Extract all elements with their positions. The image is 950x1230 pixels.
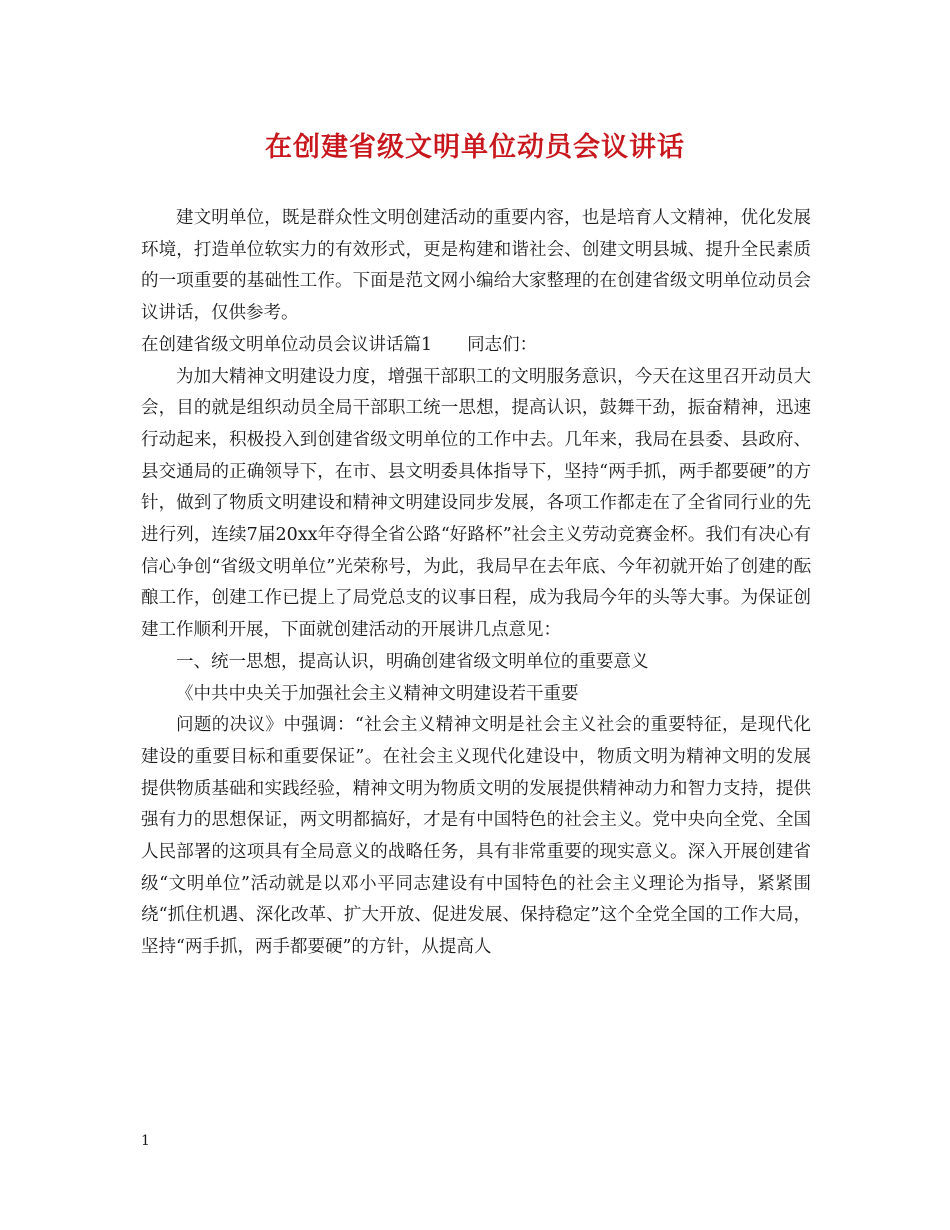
document-title: 在创建省级文明单位动员会议讲话	[265, 132, 685, 163]
section-heading: 一、统一思想，提高认识，明确创建省级文明单位的重要意义	[176, 651, 649, 672]
section-heading-line: 在创建省级文明单位动员会议讲话篇1 同志们：	[141, 334, 538, 355]
body-paragraph: 为加大精神文明建设力度，增强干部职工的文明服务意识，今天在这里召开动员大会，目的就是组织动员全局干部职工统一思想，提高认识，鼓舞干劲，振奋精神，迅速行动起来，积极投入到创建省级文明单位的工作中去。几年来，我局在县委、县政府、县交通局的正确领导下，在市、县文明委具体指导下，坚持“两手抓，两手都要硬”的方针，做到了物质文明建设和精神文明建设同步发展，各项工作都走在了全省同行业的先进行列，连续7届20xx年夺得全省公路“好路杯”社会主义劳动竞赛金杯。我们有决心有信心争创“省级文明单位”光荣称号，为此，我局早在去年底、今年初就开始了创建的酝酿工作，创建工作已提上了局党总支的议事日程，成为我局今年的头等大事。为保证创建工作顺利开展，下面就创建活动的开展讲几点意见：	[141, 366, 811, 641]
document-body	[141, 203, 811, 964]
page-number: 1	[141, 1133, 150, 1149]
body-paragraph: 问题的决议》中强调：“社会主义精神文明是社会主义社会的重要特征，是现代化建设的重要目标和重要保证”。在社会主义现代化建设中，物质文明为精神文明的发展提供物质基础和实践经验，精神文明为物质文明的发展提供精神动力和智力支持，提供强有力的思想保证，两文明都搞好，才是有中国特色的社会主义。党中央向全党、全国人民部署的这项具有全局意义的战略任务，具有非常重要的现实意义。深入开展创建省级“文明单位”活动就是以邓小平同志建设有中国特色的社会主义理论为指导，紧紧围绕“抓住机遇、深化改革、扩大开放、促进发展、保持稳定”这个全党全国的工作大局，坚持“两手抓，两手都要硬”的方针，从提高人	[141, 715, 811, 958]
intro-paragraph: 建文明单位，既是群众性文明创建活动的重要内容，也是培育人文精神，优化发展环境，打造单位软实力的有效形式，更是构建和谐社会、创建文明县城、提升全民素质的一项重要的基础性工作。下面是范文网小编给大家整理的在创建省级文明单位动员会议讲话，仅供参考。	[141, 208, 811, 324]
body-paragraph: 《中共中央关于加强社会主义精神文明建设若干重要	[176, 683, 579, 704]
